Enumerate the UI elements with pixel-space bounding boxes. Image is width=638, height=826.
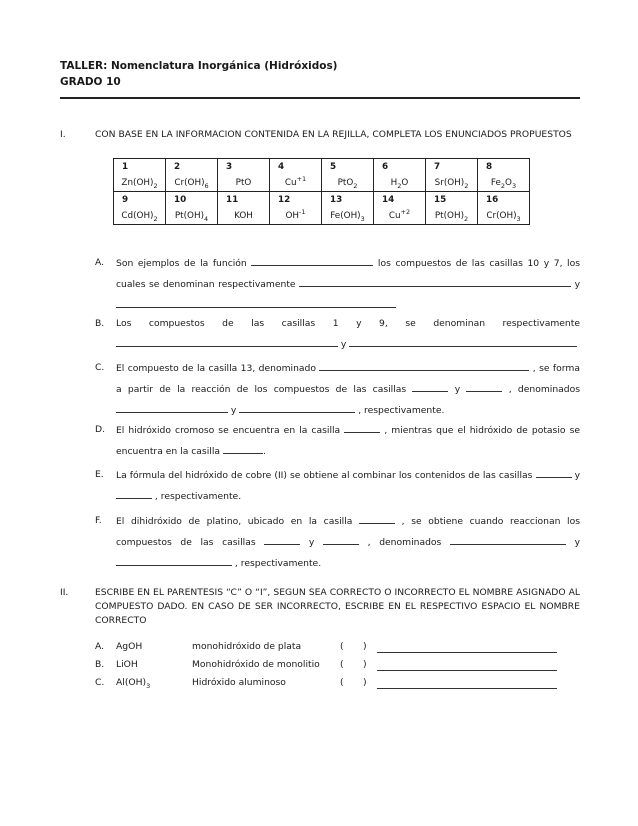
answer-blank[interactable] <box>466 379 502 392</box>
item-text: El compuesto de la casilla 13, denominado <box>116 363 317 374</box>
item-text: los compuestos de las casillas 10 y 7, los cuales se denominan respectivamente <box>116 258 581 290</box>
answer-blank[interactable] <box>116 400 228 413</box>
grid-num: 5 <box>322 159 374 176</box>
grid-cell: $H_2O$ <box>374 175 426 192</box>
answer-blank[interactable] <box>223 441 263 454</box>
correct-name-blank[interactable] <box>377 640 557 653</box>
worksheet-title: TALLER: Nomenclatura Inorgánica (Hidróxidos) <box>60 60 338 72</box>
section-1 <box>60 128 580 142</box>
item-text: , respectivamente. <box>358 405 445 416</box>
item-text: La fórmula del hidróxido de cobre (II) se obtiene al combinar los contenidos de las casillas <box>116 470 533 481</box>
answer-blank[interactable] <box>536 465 572 478</box>
item-e <box>95 465 580 507</box>
answer-blank[interactable] <box>412 379 448 392</box>
item-letter: C. <box>95 362 105 373</box>
section-2-number: II. <box>60 587 69 598</box>
grid-num: 12 <box>270 192 322 209</box>
grade-label: GRADO 10 <box>60 76 121 88</box>
answer-blank[interactable] <box>116 334 338 347</box>
item-c <box>95 358 580 421</box>
row-letter: A. <box>95 641 105 652</box>
item-text: , respectivamente. <box>234 558 322 569</box>
section-1-number: I. <box>60 129 66 140</box>
given-name: Monohidróxido de monolitio <box>192 659 320 670</box>
item-letter: D. <box>95 424 105 435</box>
grid-cell: PtO <box>218 175 270 192</box>
paren-open: ( <box>340 677 344 688</box>
item-letter: F. <box>95 515 102 526</box>
grid-cell: $Fe_2O_3$ <box>478 175 530 192</box>
grid-cell: $Cd(OH)_2$ <box>114 208 166 225</box>
item-a <box>95 253 580 316</box>
grid-num: 2 <box>166 159 218 176</box>
item-text: Son ejemplos de la función <box>116 258 247 269</box>
section-1-instructions: CON BASE EN LA INFORMACION CONTENIDA EN LA REJILLA, COMPLETA LOS ENUNCIADOS PROPUESTOS <box>95 129 572 140</box>
grid-num: 8 <box>478 159 530 176</box>
item-text: , mientras que el hidróxido de potasio se encuentra en la casilla <box>116 425 581 457</box>
item-letter: B. <box>95 318 105 329</box>
compound-formula: $Al(OH)_3$ <box>116 677 151 690</box>
grid-num: 11 <box>218 192 270 209</box>
grid-num: 10 <box>166 192 218 209</box>
item-letter: A. <box>95 257 105 268</box>
grid-num: 4 <box>270 159 322 176</box>
grid-num: 6 <box>374 159 426 176</box>
grid-cell: KOH <box>218 208 270 225</box>
item-text: , se forma a partir de la reacción de los compuestos de las casillas <box>116 363 580 395</box>
answer-blank[interactable] <box>116 486 152 499</box>
grid-cell: $Cr(OH)_3$ <box>478 208 530 225</box>
worksheet-header <box>60 58 338 90</box>
item-text: y <box>574 470 580 481</box>
answer-blank[interactable] <box>319 358 529 371</box>
item-text: y <box>308 537 315 548</box>
paren-close: ) <box>363 659 367 670</box>
correct-name-blank[interactable] <box>377 658 557 671</box>
compound-formula: AgOH <box>116 641 143 652</box>
grid-num: 15 <box>426 192 478 209</box>
answer-blank[interactable] <box>299 274 571 287</box>
paren-close: ) <box>363 641 367 652</box>
answer-blank[interactable] <box>116 553 232 566</box>
row-letter: C. <box>95 677 105 688</box>
grid-num: 9 <box>114 192 166 209</box>
answer-blank[interactable] <box>450 532 566 545</box>
given-name: Hidróxido aluminoso <box>192 677 286 688</box>
answer-blank[interactable] <box>359 511 395 524</box>
paren-open: ( <box>340 641 344 652</box>
row-letter: B. <box>95 659 105 670</box>
grid-cell: $Pt(OH)_4$ <box>166 208 218 225</box>
item-text: y <box>454 384 461 395</box>
item-text: Los compuestos de las casillas 1 y 9, se denominan respectivamente <box>116 318 580 329</box>
grid-cell: $OH^{-1}$ <box>270 208 322 225</box>
item-letter: E. <box>95 469 104 480</box>
compound-row <box>95 640 580 654</box>
compound-grid <box>113 158 530 225</box>
answer-blank[interactable] <box>116 295 396 308</box>
item-text: y <box>230 405 237 416</box>
grid-num: 7 <box>426 159 478 176</box>
answer-blank[interactable] <box>251 253 373 266</box>
compound-formula: LiOH <box>116 659 138 670</box>
compound-row <box>95 676 580 690</box>
ci-answer-box[interactable] <box>353 676 361 688</box>
item-text: y <box>340 339 347 350</box>
answer-blank[interactable] <box>349 334 577 347</box>
grid-cell: PtO$_2$ <box>322 175 374 192</box>
grid-cell: $Cu^{+2}$ <box>374 208 426 225</box>
ci-answer-box[interactable] <box>353 658 361 670</box>
section-2-instructions: ESCRIBE EN EL PARENTESIS “C” O “I”, SEGUN SEA CORRECTO O INCORRECTO EL NOMBRE ASIGNADO AL COMPUESTO DADO. EN CASO DE SER INCORRECTO, ESCRIBE EN EL RESPECTIVO ESPACIO EL NOMBRE CORRECTO <box>95 587 580 626</box>
item-text: , denominados <box>508 384 581 395</box>
grid-cell: $Pt(OH)_2$ <box>426 208 478 225</box>
ci-answer-box[interactable] <box>353 640 361 652</box>
grid-num: 13 <box>322 192 374 209</box>
grid-cell: $Fe(OH)_3$ <box>322 208 374 225</box>
grid-num: 14 <box>374 192 426 209</box>
correct-name-blank[interactable] <box>377 676 557 689</box>
paren-close: ) <box>363 677 367 688</box>
item-text: El dihidróxido de platino, ubicado en la casilla <box>116 516 353 527</box>
answer-blank[interactable] <box>323 532 359 545</box>
answer-blank[interactable] <box>239 400 355 413</box>
item-text: , respectivamente. <box>154 491 242 502</box>
grid-cell: $Sr(OH)_2$ <box>426 175 478 192</box>
grid-cell: $Cr(OH)_6$ <box>166 175 218 192</box>
given-name: monohidróxido de plata <box>192 641 302 652</box>
grid-num: 1 <box>114 159 166 176</box>
item-text: , denominados <box>367 537 442 548</box>
grid-num: 16 <box>478 192 530 209</box>
compound-row <box>95 658 580 672</box>
grid-num: 3 <box>218 159 270 176</box>
grid-cell: $Cu^{+1}$ <box>270 175 322 192</box>
item-text: El hidróxido cromoso se encuentra en la casilla <box>116 425 341 436</box>
item-b <box>95 314 580 355</box>
item-f <box>95 511 580 574</box>
item-text: , se obtiene cuando reaccionan los compuestos de las casillas <box>116 516 580 548</box>
header-divider <box>60 97 580 99</box>
item-text: y <box>574 279 581 290</box>
answer-blank[interactable] <box>264 532 300 545</box>
item-text: y <box>574 537 581 548</box>
answer-blank[interactable] <box>344 420 380 433</box>
grid-cell: $Zn(OH)_2$ <box>114 175 166 192</box>
section-2 <box>60 586 580 630</box>
paren-open: ( <box>340 659 344 670</box>
item-d: D. El hidróxido cromoso se encuentra en la casilla , mientras que el hidróxido de potasio se encuentra en la casilla . <box>95 420 580 462</box>
